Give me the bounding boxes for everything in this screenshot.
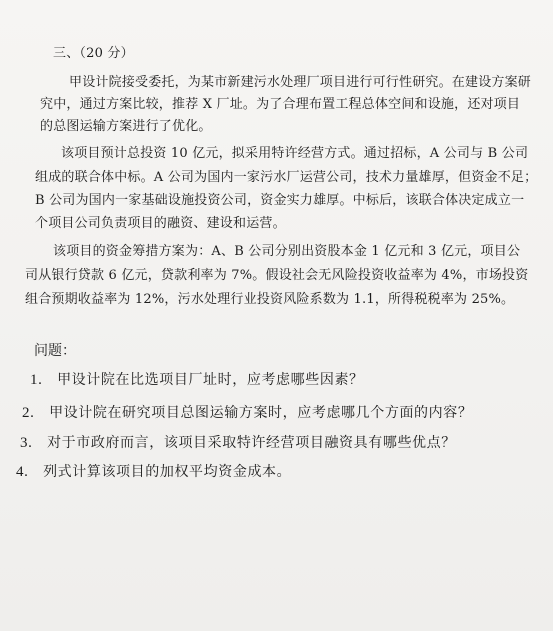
paragraph-2-line-4: 个项目公司负责项目的融资、建设和运营。 [35,216,286,231]
paragraph-3-line-2: 司从银行贷款 6 亿元，贷款利率为 7%。假设社会无风险投资收益率为 4%，市场投资 [25,268,529,283]
paragraph-1-line-2: 究中，通过方案比较，推荐 X 厂址。为了合理布置工程总体空间和设施，还对项目 [40,97,521,112]
paragraph-2-line-2: 组成的联合体中标。A 公司为国内一家污水厂运营公司，技术力量雄厚，但资金不足； [35,170,538,185]
section-heading: 三、（20 分） [53,46,134,61]
question-3-number: 3. [20,435,33,451]
question-3-text: 对于市政府而言，该项目采取特许经营项目融资具有哪些优点？ [47,435,456,451]
question-2-number: 2. [22,405,35,421]
question-4-number: 4. [16,464,29,480]
question-4-text: 列式计算该项目的加权平均资金成本。 [43,464,292,480]
paragraph-2-line-1: 该项目预计总投资 10 亿元，拟采用特许经营方式。通过招标，A 公司与 B 公司 [61,146,529,161]
question-2 [22,405,472,421]
paragraph-2-line-3: B 公司为国内一家基础设施投资公司，资金实力雄厚。中标后，该联合体决定成立一 [35,193,525,208]
question-3 [20,435,456,451]
question-1-number: 1. [30,372,43,388]
questions-title: 问题： [34,343,76,359]
paragraph-1-line-3: 的总图运输方案进行了优化。 [40,119,212,134]
question-2-text: 甲设计院在研究项目总图运输方案时，应考虑哪几个方面的内容？ [49,405,473,421]
question-1-text: 甲设计院在比选项目厂址时，应考虑哪些因素？ [57,372,364,388]
paragraph-1-line-1: 甲设计院接受委托，为某市新建污水处理厂项目进行可行性研究。在建设方案研 [69,75,532,90]
paragraph-3-line-3: 组合预期收益率为 12%，污水处理行业投资风险系数为 1.1，所得税税率为 25%。 [25,292,515,307]
paragraph-3-line-1: 该项目的资金筹措方案为：A、B 公司分别出资股本金 1 亿元和 3 亿元，项目公 [53,244,521,259]
question-1 [30,372,364,388]
question-4 [16,464,291,480]
